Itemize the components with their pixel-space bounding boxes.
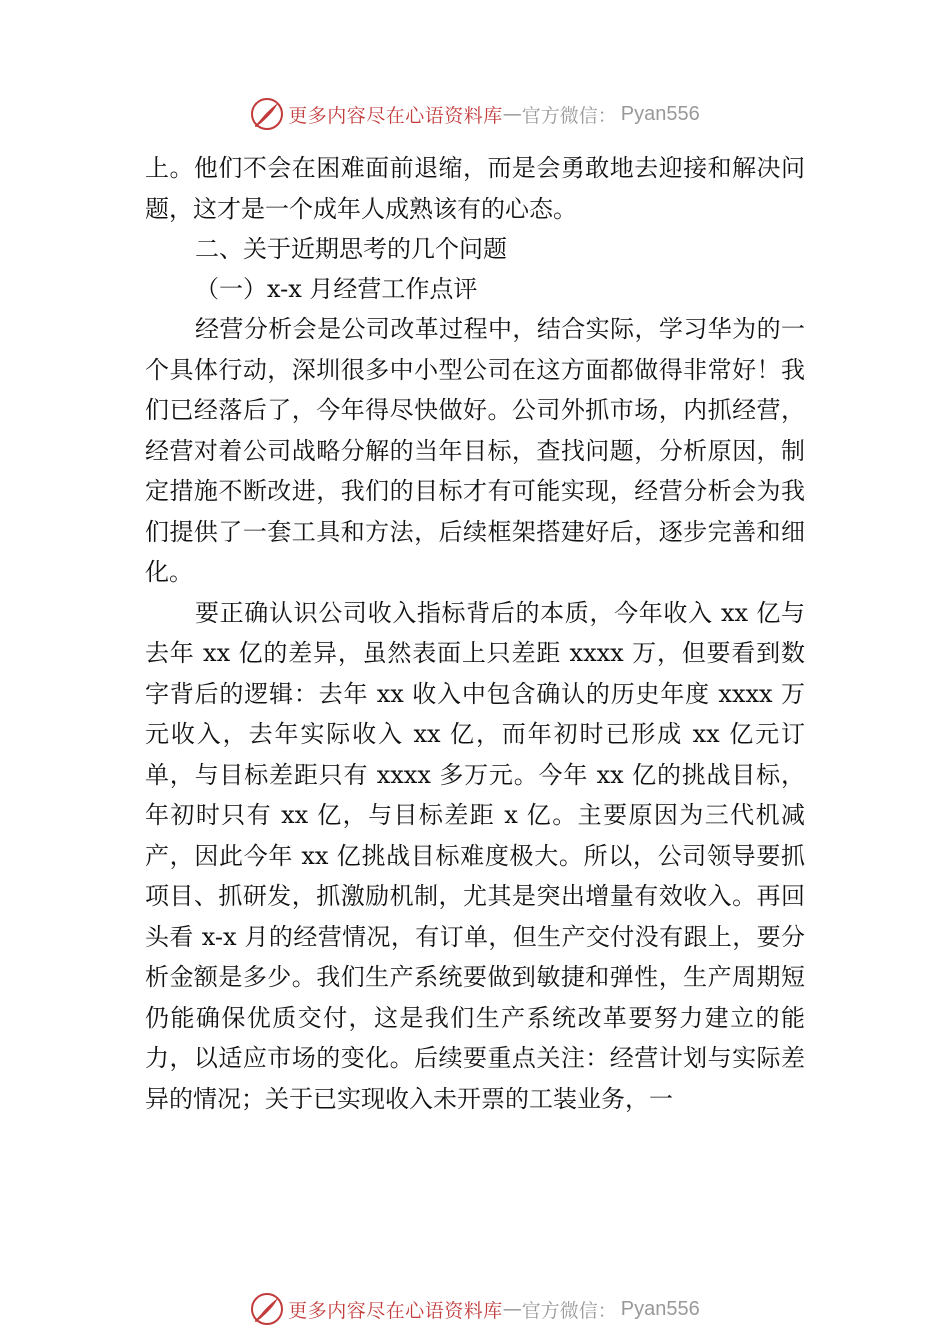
paragraph-1: 经营分析会是公司改革过程中，结合实际，学习华为的一个具体行动，深圳很多中小型公司在这方面都做得非常好！我们已经落后了，今年得尽快做好。公司外抓市场，内抓经营，经营对着公司战略分解的当年目标，查找问题，分析原因，制定措施不断改进，我们的目标才有可能实现，经营分析会为我们提供了一套工具和方法，后续框架搭建好后，逐步完善和细化。 — [145, 315, 805, 586]
watermark-text: 更多内容尽在心语资料库 — [288, 1299, 503, 1322]
document-body — [145, 148, 805, 1119]
watermark-dash: — — [502, 1298, 522, 1320]
paragraph-2: 要正确认识公司收入指标背后的本质，今年收入 xx 亿与去年 xx 亿的差异，虽然表面上只差距 xxxx 万，但要看到数字背后的逻辑：去年 xx 收入中包含确认的历史年度 xxxx 万元收入，去年实际收入 xx 亿，而年初时已形成 xx 亿元订单，与目标差距只有 xxxx 多万元。今年 xx 亿的挑战目标，年初时只有 xx 亿，与目标差距 x 亿。主要原因为三代机减产，因此今年 xx 亿挑战目标难度极大。所以，公司领导要抓项目、抓研发，抓激励机制，尤其是突出增量有效收入。再回头看 x-x 月的经营情况，有订单，但生产交付没有跟上，要分析金额是多少。我们生产系统要做到敏捷和弹性，生产周期短仍能确保优质交付，这是我们生产系统改革要努力建立的能力，以适应市场的变化。后续要重点关注：经营计划与实际差异的情况；关于已实现收入未开票的工装业务，一 — [145, 598, 805, 1113]
watermark-dash: — — [502, 103, 522, 125]
pen-feather-logo — [250, 1292, 284, 1326]
subsection-heading: （一）x-x 月经营工作点评 — [195, 275, 478, 303]
watermark-wechat-label: 官方微信： — [521, 1299, 617, 1322]
watermark-wechat-label: 官方微信： — [521, 104, 617, 127]
section-heading: 二、关于近期思考的几个问题 — [195, 235, 507, 263]
pen-feather-logo — [250, 97, 284, 131]
watermark-wechat-id: Pyan556 — [620, 102, 700, 125]
header-watermark — [0, 94, 950, 134]
paragraph-intro: 上。他们不会在困难面前退缩，而是会勇敢地去迎接和解决问题，这才是一个成年人成熟该有的心态。 — [145, 154, 805, 223]
footer-watermark — [0, 1289, 950, 1329]
watermark-text: 更多内容尽在心语资料库 — [288, 104, 503, 127]
watermark-wechat-id: Pyan556 — [620, 1297, 700, 1320]
